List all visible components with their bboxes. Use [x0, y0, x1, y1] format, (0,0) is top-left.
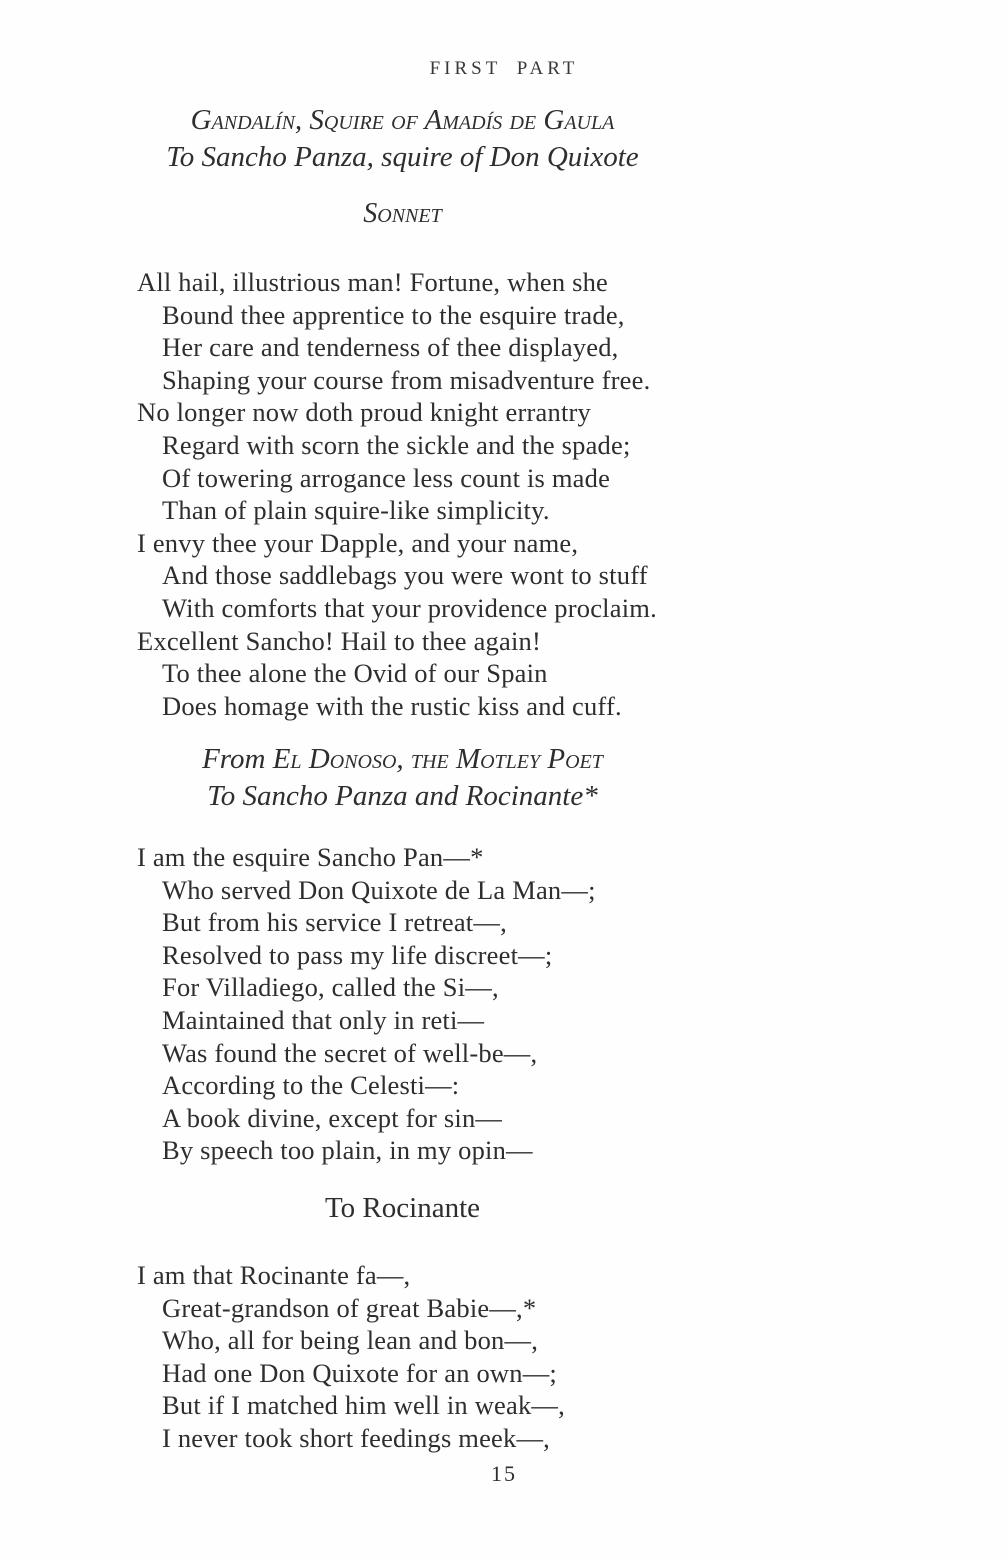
dedication-heading	[135, 102, 670, 176]
sonnet-poem	[137, 266, 757, 722]
dedication-dedicatee: To Sancho Panza, squire of Don Quixote	[166, 141, 639, 173]
poem-line: Regard with scorn the sickle and the spade;	[162, 429, 631, 460]
poem-line: No longer now doth proud knight errantry	[137, 397, 591, 428]
poem-line: Excellent Sancho! Hail to thee again!	[137, 625, 542, 656]
poem-line: I envy thee your Dapple, and your name,	[137, 527, 579, 558]
poem-line: Great-grandson of great Babie—,*	[162, 1292, 537, 1323]
page-number: 15	[491, 1461, 517, 1486]
poem-line: Bound thee apprentice to the esquire trade,	[162, 299, 625, 330]
sonnet-label: Sonnet	[363, 198, 442, 229]
poem-line: Does homage with the rustic kiss and cuff.	[162, 690, 622, 721]
poem-line: Of towering arrogance less count is made	[162, 462, 611, 493]
poem-line: According to the Celesti—:	[162, 1070, 460, 1101]
poem-line: A book divine, except for sin—	[162, 1102, 503, 1133]
donoso-poem	[137, 841, 757, 1167]
poem-line: Resolved to pass my life discreet—;	[162, 939, 553, 970]
dedication-attribution-text: Gandalín, Squire of Amadís de Gaula	[190, 104, 615, 136]
poem-line: To thee alone the Ovid of our Spain	[162, 658, 548, 689]
poem-line: Maintained that only in reti—	[162, 1004, 485, 1035]
poem-line: Who served Don Quixote de La Man—;	[162, 874, 596, 905]
poem-line: And those saddlebags you were wont to stuff	[162, 560, 648, 591]
poem-line: Who, all for being lean and bon—,	[162, 1325, 539, 1356]
poem-line: Her care and tenderness of thee displayed,	[162, 332, 619, 363]
poem-line: Had one Don Quixote for an own—;	[162, 1357, 557, 1388]
donoso-heading	[135, 741, 670, 815]
rocinante-heading: To Rocinante	[324, 1192, 480, 1224]
donoso-attribution	[135, 741, 670, 778]
poem-line: I am the esquire Sancho Pan—*	[137, 842, 484, 872]
donoso-dedicatee: To Sancho Panza and Rocinante*	[207, 780, 598, 812]
donoso-attribution-text: El Donoso, the Motley Poet	[272, 743, 603, 775]
poem-line: By speech too plain, in my opin—	[162, 1135, 533, 1166]
poem-line: Shaping your course from misadventure free.	[162, 364, 651, 395]
poem-line: Was found the secret of well-be—,	[162, 1037, 538, 1068]
poem-line: Than of plain squire-like simplicity.	[162, 495, 550, 526]
poem-line: But from his service I retreat—,	[162, 907, 507, 938]
donoso-attribution-prefix: From	[202, 743, 273, 775]
poem-line: With comforts that your providence proclaim.	[162, 592, 657, 623]
poem-line: For Villadiego, called the Si—,	[162, 972, 499, 1003]
dedication-attribution	[135, 102, 670, 139]
poem-line: I never took short feedings meek—,	[162, 1422, 550, 1453]
rocinante-poem	[137, 1259, 757, 1455]
poem-line: I am that Rocinante fa—,	[137, 1260, 411, 1290]
poem-line: But if I matched him well in weak—,	[162, 1390, 565, 1421]
running-head: FIRST PART	[429, 58, 579, 79]
poem-line: All hail, illustrious man! Fortune, when she	[137, 267, 609, 297]
